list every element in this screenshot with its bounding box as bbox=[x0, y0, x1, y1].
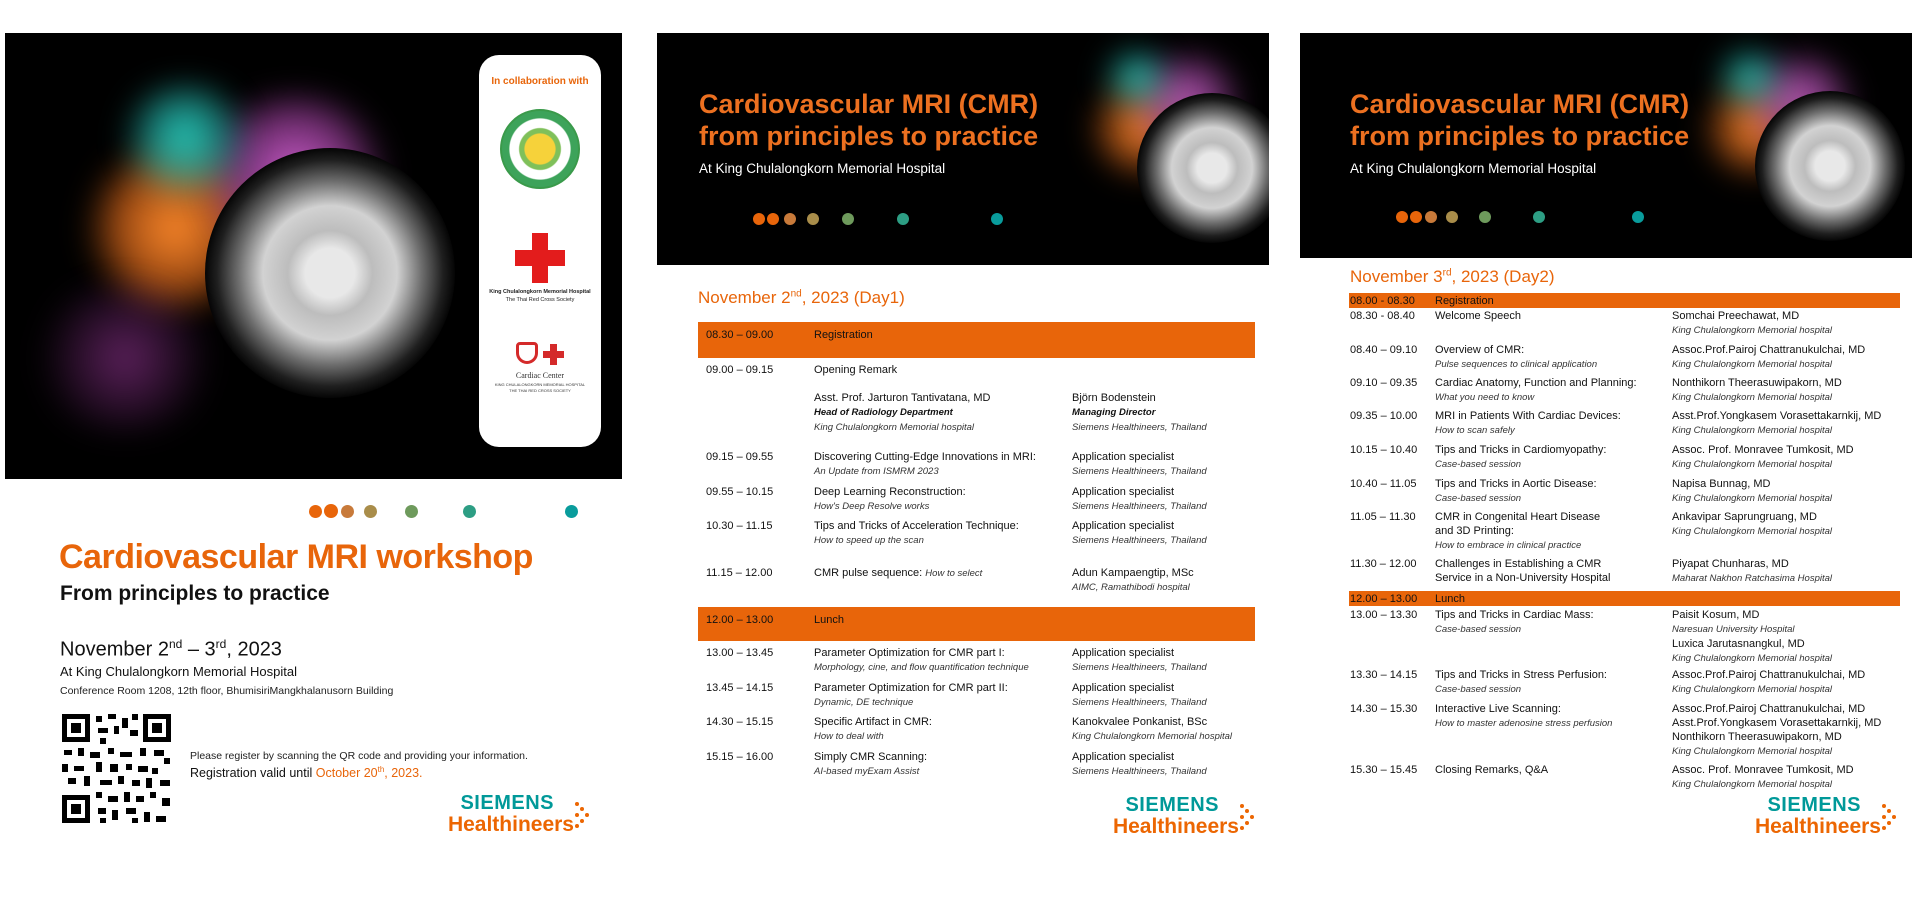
day1-banner bbox=[657, 33, 1269, 265]
collab-title: In collaboration with bbox=[491, 76, 589, 87]
collaboration-card bbox=[479, 55, 601, 447]
day2-banner bbox=[1300, 33, 1912, 258]
siemens-healthineers-logo bbox=[400, 792, 590, 836]
register-instruction: Please register by scanning the QR code and providing your information. bbox=[190, 750, 528, 762]
poster-venue: At King Chulalongkorn Memorial Hospital bbox=[60, 664, 298, 679]
siemens-healthineers-logo bbox=[1697, 794, 1897, 838]
siemens-healthineers-logo bbox=[1065, 794, 1255, 838]
day1-agenda-panel: Cardiovascular MRI (CMR) from principles to practice At King Chulalongkorn Memorial Hospital November 2nd, 2023 (Day1) 08.30 – 09.00 Registration 09.00 – 09.15 Opening Remark Asst. Prof. Jarturon Tantivatana, MD Head of Radiology Department King Chulalongkorn Memorial hospital Björn Bodenstein Managing Director Siemens Healthineers, Thailand 09.15 – 09.55 Discovering Cutting-Edge Innovations in MRI: An Update from ISMRM 2023 Application specialist Siemens Healthineers, Thailand 09.55 – 10.15 Deep Learning Reconstruction: How's Deep Resolve works Application specialist Siemens Healthineers, Thailand 10.30 – 11.15 Tips and Tricks of Acceleration Technique: How to speed up the scan Application specialist Siemens Healthineers, Thailand 11.15 – 12.00 CMR pulse sequence: How to select Adun Kampaengtip, MSc AIMC, Ramathibodi hospital 12.00 – 13.00 Lunch 13.00 – 13.45 Parameter Optimization for CMR part I: Morphology, cine, and flow quantification technique Application specialist Siemens Healthineers, Thailand 13.45 – 14.15 Parameter Optimization for CMR part II: Dynamic, DE technique Application specialist Siemens Healthineers, Thailand 14.30 – 15.15 Specific Artifact in CMR: How to deal with Kanokvalee Ponkanist, BSc King Chulalongkorn Memorial hospital 15.15 – 16.00 Simply CMR Scanning: AI-based myExam Assist Application specialist Siemens Healthineers, Thailand SIEMENS Healthineers bbox=[650, 0, 1280, 913]
day2-heading: November 3rd, 2023 (Day2) bbox=[1350, 267, 1555, 286]
hospital-caption: King Chulalongkorn Memorial Hospital bbox=[489, 289, 591, 295]
cardiac-center-sub-2: THE THAI RED CROSS SOCIETY bbox=[509, 388, 571, 393]
banner-subtitle: At King Chulalongkorn Memorial Hospital bbox=[699, 161, 946, 176]
poster-subtitle: From principles to practice bbox=[60, 582, 330, 605]
heart-shape-icon bbox=[516, 342, 538, 364]
cardiac-center-logo bbox=[510, 341, 570, 367]
siemens-wordmark: SIEMENS bbox=[1767, 794, 1861, 816]
registration-qr-code[interactable] bbox=[60, 712, 173, 825]
poster-dates: November 2nd – 3rd, 2023 bbox=[60, 637, 282, 661]
cardiac-center-sub: KING CHULALONGKORN MEMORIAL HOSPITAL bbox=[494, 382, 586, 387]
banner-title-line1: Cardiovascular MRI (CMR) bbox=[1350, 89, 1690, 119]
poster-title: Cardiovascular MRI workshop bbox=[59, 538, 533, 576]
healthineers-dots-icon bbox=[574, 800, 590, 830]
banner-title-line2: from principles to practice bbox=[699, 121, 1039, 151]
registration-deadline: Registration valid until October 20th, 2023. bbox=[190, 765, 423, 781]
healthineers-wordmark: Healthineers bbox=[1112, 815, 1239, 838]
banner-title-line1: Cardiovascular MRI (CMR) bbox=[699, 89, 1039, 119]
healthineers-wordmark: Healthineers bbox=[1754, 815, 1881, 838]
healthineers-dots-icon bbox=[1239, 802, 1255, 832]
poster-room: Conference Room 1208, 12th floor, BhumisiriMangkhalanusorn Building bbox=[60, 685, 394, 697]
banner-title-line2: from principles to practice bbox=[1350, 121, 1690, 151]
cardiac-center-label: Cardiac Center bbox=[515, 371, 565, 380]
siemens-wordmark: SIEMENS bbox=[460, 792, 554, 814]
day2-agenda-panel: Cardiovascular MRI (CMR) from principles to practice At King Chulalongkorn Memorial Hospital November 3rd, 2023 (Day2) 08.00 - 08.30 Registration 08.30 - 08.40 Welcome Speech Somchai Preechawat, MD King Chulalongkorn Memorial hospital 08.40 – 09.10 Overview of CMR: Pulse sequences to clinical application Assoc.Prof.Pairoj Chattranukulchai, MD King Chulalongkorn Memorial hospital 09.10 – 09.35 Cardiac Anatomy, Function and Planning: What you need to know Nonthikorn Theerasuwipakorn, MD King Chulalongkorn Memorial hospital 09.35 – 10.00 MRI in Patients With Cardiac Devices: How to scan safely Asst.Prof.Yongkasem Vorasettakarnkij, MD King Chulalongkorn Memorial hospital 10.15 – 10.40 Tips and Tricks in Cardiomyopathy: Case-based session Assoc. Prof. Monravee Tumkosit, MD King Chulalongkorn Memorial hospital 10.40 – 11.05 Tips and Tricks in Aortic Disease: Case-based session Napisa Bunnag, MD King Chulalongkorn Memorial hospital 11.05 – 11.30 CMR in Congenital Heart Disease and 3D Printing: How to embrace in clinical practice Ankavipar Saprungruang, MD King Chulalongkorn Memorial hospital 11.30 – 12.00 Challenges in Establishing a CMR Service in a Non-University Hospital Piyapat Chunharas, MD Maharat Nakhon Ratchasima Hospital 12.00 – 13.00 Lunch 13.00 – 13.30 Tips and Tricks in Cardiac Mass: Case-based session Paisit Kosum, MD Naresuan University Hospital Luxica Jarutasnangkul, MD King Chulalongkorn Memorial hospital 13.30 – 14.15 Tips and Tricks in Stress Perfusion: Case-based session Assoc.Prof.Pairoj Chattranukulchai, MD King Chulalongkorn Memorial hospital 14.30 – 15.30 Interactive Live Scanning: How to master adenosine stress perfusion Assoc.Prof.Pairoj Chattranukulchai, MD Asst.Prof.Yongkasem Vorasettakarnkij, MD Nonthikorn Theerasuwipakorn, MD King Chulalongkorn Memorial hospital 15.30 – 15.45 Closing Remarks, Q&A Assoc. Prof. Monravee Tumkosit, MD King Chulalongkorn Memorial hospital SIEMENS Healthineers bbox=[1300, 0, 1917, 913]
poster-panel bbox=[0, 0, 630, 913]
poster-heart-artwork bbox=[5, 33, 622, 479]
chula-seal-logo bbox=[500, 109, 580, 189]
siemens-wordmark: SIEMENS bbox=[1125, 794, 1219, 816]
hospital-caption-2: The Thai Red Cross Society bbox=[505, 297, 575, 303]
red-cross-icon bbox=[515, 233, 565, 283]
healthineers-wordmark: Healthineers bbox=[447, 813, 574, 836]
day1-heading: November 2nd, 2023 (Day1) bbox=[698, 288, 905, 307]
banner-subtitle: At King Chulalongkorn Memorial Hospital bbox=[1350, 161, 1597, 176]
healthineers-dots-icon bbox=[1881, 802, 1897, 832]
